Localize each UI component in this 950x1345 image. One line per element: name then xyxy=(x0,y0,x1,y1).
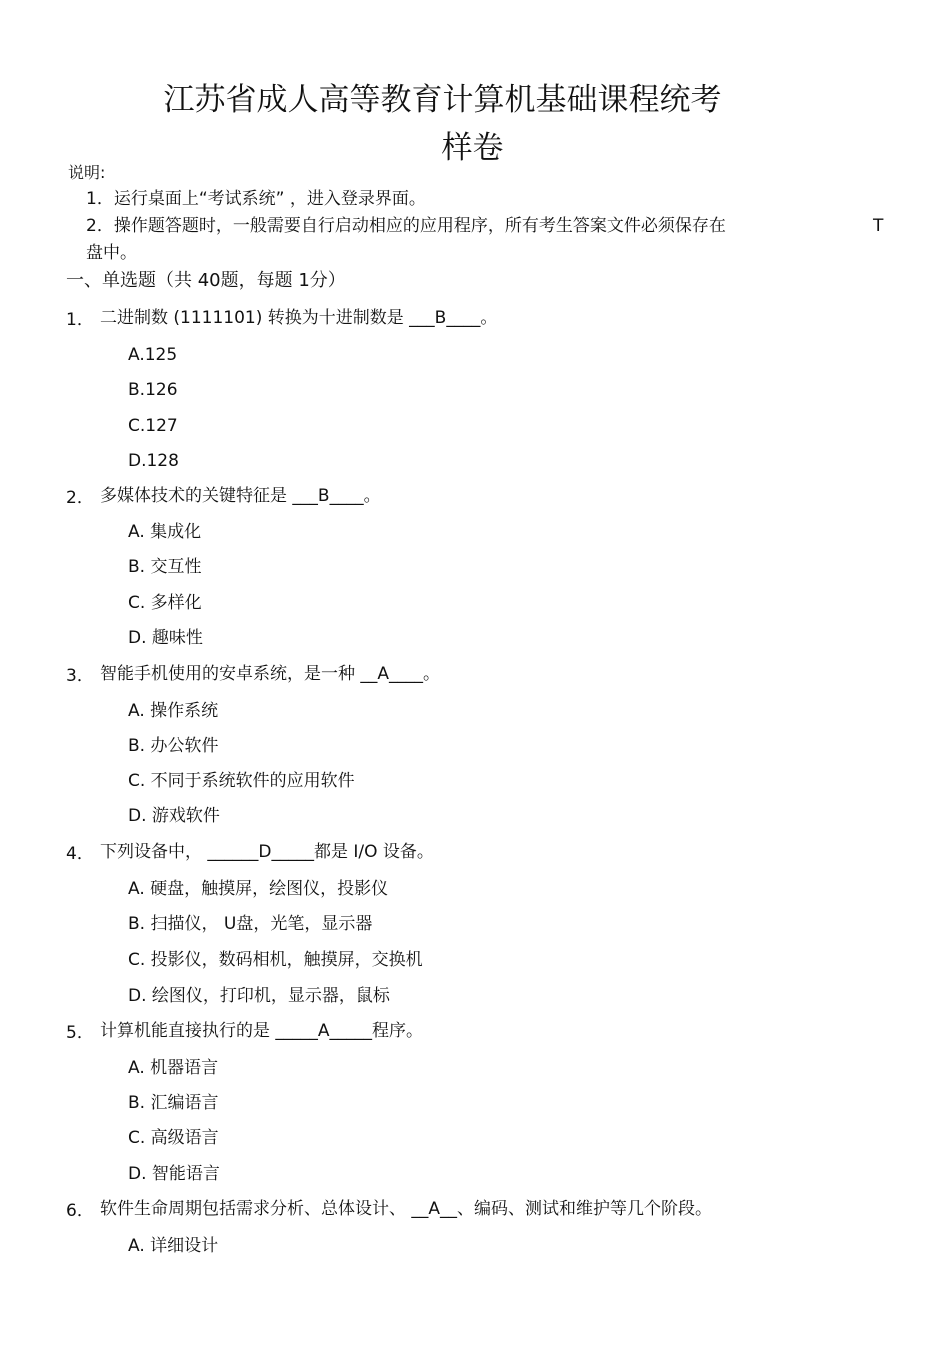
question-text: 多媒体技术的关键特征是 ___B____。 xyxy=(100,486,381,506)
option-c: C. 高级语言 xyxy=(128,1128,219,1148)
note-item-1: 1．运行桌面上“考试系统” ，进入登录界面。 xyxy=(86,189,426,209)
question-text: 软件生命周期包括需求分析、总体设计、 __A__、编码、测试和维护等几个阶段。 xyxy=(100,1199,713,1219)
option-d: D. 绘图仪，打印机，显示器，鼠标 xyxy=(128,986,390,1006)
option-d: D. 游戏软件 xyxy=(128,806,220,826)
notes-heading: 说明: xyxy=(68,163,106,182)
question-number: 4． xyxy=(66,844,94,864)
document-subtitle: 样卷 xyxy=(441,130,504,166)
question-number: 2． xyxy=(66,488,94,508)
question-number: 6． xyxy=(66,1201,94,1221)
section-heading: 一、单选题（共 40题，每题 1分） xyxy=(66,270,346,291)
note-item-2-end: 盘中。 xyxy=(86,243,137,263)
option-a: A.125 xyxy=(128,345,178,365)
option-c: C. 多样化 xyxy=(128,593,202,613)
option-b: B. 交互性 xyxy=(128,557,202,577)
option-d: D. 趣味性 xyxy=(128,628,203,648)
question-text: 智能手机使用的安卓系统，是一种 __A____。 xyxy=(100,664,441,684)
option-c: C. 不同于系统软件的应用软件 xyxy=(128,771,355,791)
option-b: B.126 xyxy=(128,380,178,400)
option-b: B. 办公软件 xyxy=(128,736,219,756)
question-number: 1． xyxy=(66,310,94,330)
note-item-2-drive: T xyxy=(873,216,884,236)
option-a: A. 详细设计 xyxy=(128,1236,219,1256)
option-a: A. 硬盘，触摸屏，绘图仪，投影仪 xyxy=(128,879,389,899)
question-number: 5． xyxy=(66,1023,94,1043)
question-text: 计算机能直接执行的是 _____A_____程序。 xyxy=(100,1021,424,1041)
question-text: 二进制数 (1111101) 转换为十进制数是 ___B____。 xyxy=(100,308,498,328)
option-c: C. 投影仪，数码相机，触摸屏，交换机 xyxy=(128,950,423,970)
option-b: B. 扫描仪， U盘，光笔，显示器 xyxy=(128,914,373,934)
option-a: A. 机器语言 xyxy=(128,1058,219,1078)
option-a: A. 集成化 xyxy=(128,522,202,542)
option-a: A. 操作系统 xyxy=(128,701,219,721)
option-b: B. 汇编语言 xyxy=(128,1093,219,1113)
question-number: 3． xyxy=(66,666,94,686)
option-c: C.127 xyxy=(128,416,178,436)
question-text: 下列设备中， ______D_____都是 I/O 设备。 xyxy=(100,842,434,862)
note-item-2: 2．操作题答题时，一般需要自行启动相应的应用程序，所有考生答案文件必须保存在 xyxy=(86,216,726,236)
option-d: D.128 xyxy=(128,451,179,471)
option-d: D. 智能语言 xyxy=(128,1164,220,1184)
document-title: 江苏省成人高等教育计算机基础课程统考 xyxy=(163,82,722,118)
